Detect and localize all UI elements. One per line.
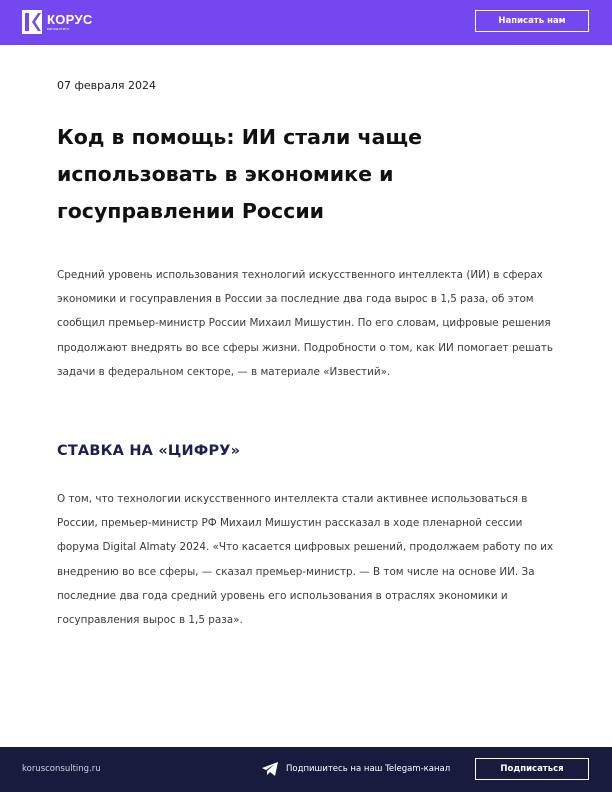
- telegram-icon[interactable]: [262, 762, 278, 776]
- section-paragraph: О том, что технологии искусственного интеллекта стали активнее использоваться в России, премьер-министр РФ Михаил Мишустин рассказал в ходе пленарной сессии форума Digital Almaty 2024. «Что касается цифровых решений, продолжаем работу по их внедрению во все сферы, — сказал премьер-министр. — В том числе на основе ИИ. За последние два года средний уровень его использования в отраслях экономики и госуправления вырос в 1,5 раза».: [57, 493, 554, 627]
- write-us-button[interactable]: Написать нам: [475, 10, 589, 32]
- logo-subtitle: консалтинг: [47, 25, 70, 31]
- site-link[interactable]: korusconsulting.ru: [22, 764, 101, 774]
- subscribe-button[interactable]: Подписаться: [475, 758, 589, 780]
- site-header: [0, 0, 612, 45]
- site-footer: [0, 747, 612, 792]
- article-lead: Средний уровень использования технологий искусственного интеллекта (ИИ) в сферах экономики и госуправления в России за последние два года вырос в 1,5 раза, об этом сообщил премьер-министр России Михаил Мишустин. По его словам, цифровые решения продолжают внедрять во все сферы жизни. Подробности о том, как ИИ помогает решать задачи в федеральном секторе, — в материале «Известий».: [57, 269, 554, 378]
- article-date: 07 февраля 2024: [57, 79, 157, 92]
- company-logo[interactable]: [22, 10, 93, 34]
- section-heading: СТАВКА НА «ЦИФРУ»: [57, 443, 241, 459]
- article-title: Код в помощь: ИИ стали чаще использовать в экономике и госуправлении России: [57, 125, 422, 223]
- korus-logo-icon: [22, 10, 42, 34]
- logo-name: КОРУС: [47, 11, 93, 27]
- telegram-subscribe-text[interactable]: Подпишитесь на наш Telegam-канал: [286, 764, 451, 774]
